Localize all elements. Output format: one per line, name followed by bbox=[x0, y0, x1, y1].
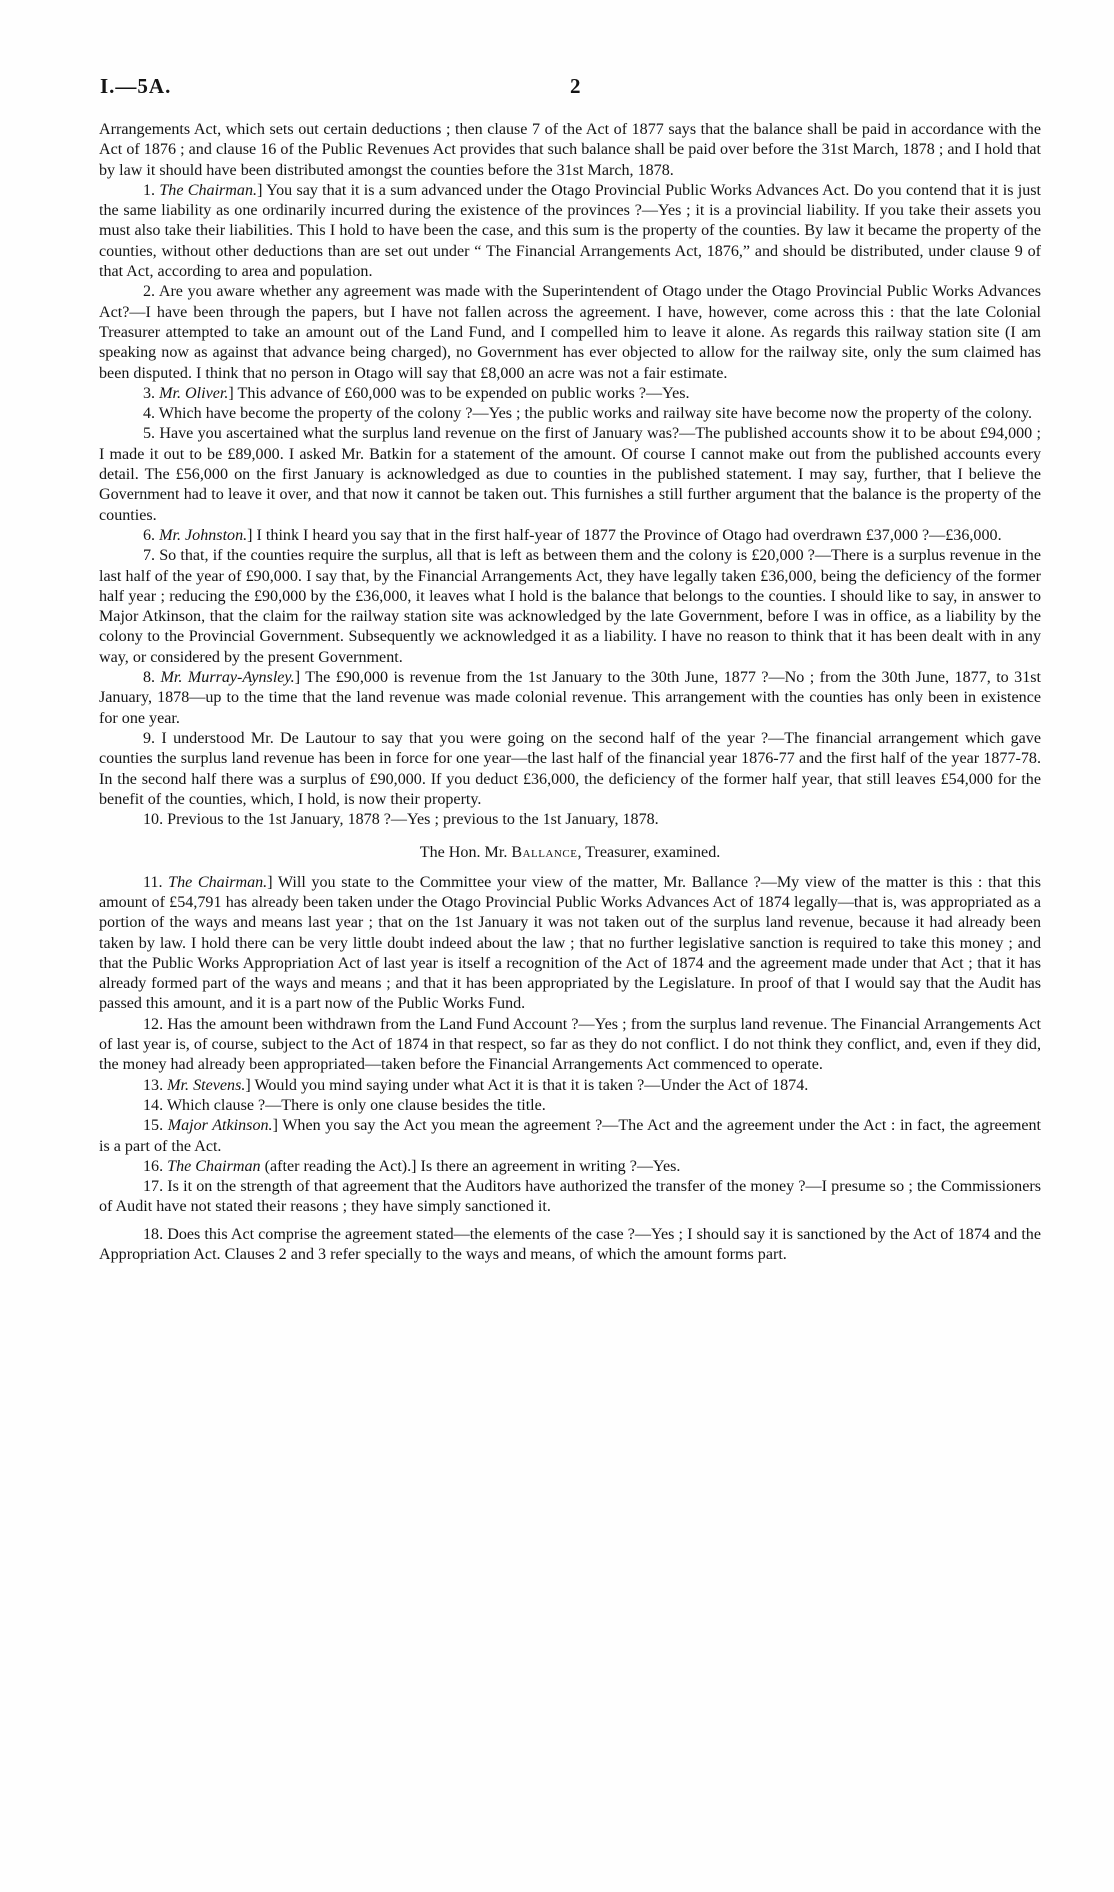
speaker-name: Major Atkinson. bbox=[167, 1117, 273, 1135]
section-heading bbox=[99, 843, 1041, 863]
question-6 bbox=[99, 526, 1041, 546]
paragraph-text: ] You say that it is a sum advanced under the Otago Provincial Public Works Advances Act. Do you contend that it is just the same liability as one ordinarily incurred during the existence of the provinces ?—Yes ; it is a provincial liability. If you take their assets you must also take their liabilities. This I hold to have been the case, and this sum is the property of the counties. By law it became the property of the counties, without other deductions than are set out under “ The Financial Arrangements Act, 1876,” and should be distributed, under clause 9 of that Act, according to area and population. bbox=[99, 181, 1042, 281]
paragraph-text: ] The £90,000 is revenue from the 1st January to the 30th June, 1877 ?—No ; from the 30th June, 1877, to 31st January, 1878—up to the time that the land revenue was made colonial revenue. This arrangement with the counties has only been in existence for one year. bbox=[99, 669, 1042, 727]
question-number: 6. bbox=[143, 526, 160, 544]
heading-text: The Hon. Mr. bbox=[419, 844, 512, 862]
question-2 bbox=[99, 282, 1041, 383]
question-number: 15. bbox=[143, 1117, 168, 1135]
question-15 bbox=[99, 1116, 1041, 1157]
paragraph-text: 12. Has the amount been withdrawn from the Land Fund Account ?—Yes ; from the surplus land revenue. The Financial Arrangements Act of last year is, of course, subject to the Act of 1874 in that respect, so far as they do not conflict. I do not think they conflict, and, even if they did, the money had already been appropriated—taken before the Financial Arrangements Act commenced to operate. bbox=[99, 1015, 1041, 1074]
heading-text: , Treasurer, examined. bbox=[577, 844, 721, 862]
question-13 bbox=[99, 1076, 1041, 1096]
speaker-name: The Chairman bbox=[167, 1157, 261, 1175]
paragraph-continuation bbox=[99, 120, 1041, 181]
speaker-name: Mr. Oliver. bbox=[159, 384, 229, 402]
paragraph-text: 10. Previous to the 1st January, 1878 ?—Yes ; previous to the 1st January, 1878. bbox=[143, 811, 659, 829]
paragraph-text: 2. Are you aware whether any agreement was made with the Superintendent of Otago under the Otago Provincial Public Works Advances Act?—I have been through the papers, but I have not fallen across the agreement. I have, however, come across this : that the late Colonial Treasurer attempted to take an amount out of the Land Fund, and I compelled him to leave it alone. As regards this railway station site (I am speaking now as against that advance being charged), no Government has ever objected to allow for the railway site, only the sum claimed has been disputed. I think that no person in Otago will say that £8,000 an acre was not a fair estimate. bbox=[99, 283, 1041, 382]
paragraph-text: Arrangements Act, which sets out certain deductions ; then clause 7 of the Act of 1877 says that the balance shall be paid in accordance with the Act of 1876 ; and clause 16 of the Public Revenues Act provides that such balance shall be paid over before the 31st March, 1878 ; and I hold that by law it should have been distributed amongst the counties before the 31st March, 1878. bbox=[99, 121, 1041, 179]
question-1 bbox=[99, 181, 1041, 282]
question-number: 16. bbox=[143, 1157, 168, 1175]
question-5 bbox=[99, 424, 1041, 525]
question-3 bbox=[99, 384, 1041, 404]
paragraph-text: 18. Does this Act comprise the agreement stated—the elements of the case ?—Yes ; I should say it is sanctioned by the Act of 1874 and the Appropriation Act. Clauses 2 and 3 refer specially to the ways and means, of which the amount forms part. bbox=[99, 1225, 1041, 1264]
page-number: 2 bbox=[570, 74, 581, 98]
question-8 bbox=[99, 668, 1041, 729]
question-14 bbox=[99, 1096, 1041, 1116]
paragraph-text: 4. Which have become the property of the colony ?—Yes ; the public works and railway site have become now the property of the colony. bbox=[143, 405, 1033, 423]
paragraph-text: ] Would you mind saying under what Act it is that it is taken ?—Under the Act of 1874. bbox=[245, 1076, 809, 1094]
page-header bbox=[100, 74, 1040, 104]
body-text bbox=[99, 120, 1041, 1265]
paragraph-text: 17. Is it on the strength of that agreement that the Auditors have authorized the transfer of the money ?—I presume so ; the Commissioners of Audit have not stated their reasons ; they have simply sanctioned it. bbox=[99, 1178, 1041, 1216]
paragraph-text: ] Will you state to the Committee your view of the matter, Mr. Ballance ?—My view of the matter is this : that this amount of £54,791 has already been taken under the Otago Provincial Public Works Advances Act of 1874 legally—that is, was appropriated as a portion of the ways and means last year ; that on the 1st January it was not taken out of the surplus land revenue, because it had already been taken by law. I hold there can be very little doubt indeed about the law ; that no further legislative sanction is required to take this money ; and that the Public Works Appropriation Act of last year is itself a recognition of the Act of 1874 and the agreement made under that Act ; that it has already formed part of the ways and means ; and that it has been appropriated by the Legislature. In proof of that I would say that the Audit has passed this amount, and it is a part now of the Public Works Fund. bbox=[99, 873, 1042, 1013]
question-4 bbox=[99, 404, 1041, 424]
question-number: 1. bbox=[143, 181, 160, 199]
question-18 bbox=[99, 1225, 1041, 1266]
paragraph-text: ] When you say the Act you mean the agreement ?—The Act and the agreement under the Act : in fact, the agreement is a part of the Act. bbox=[99, 1117, 1042, 1155]
question-number: 13. bbox=[143, 1076, 168, 1094]
question-number: 3. bbox=[143, 384, 160, 402]
question-number: 11. bbox=[143, 873, 169, 891]
speaker-name: The Chairman. bbox=[159, 181, 258, 199]
speaker-name: Mr. Stevens. bbox=[167, 1076, 246, 1094]
question-16 bbox=[99, 1157, 1041, 1177]
paragraph-text: 9. I understood Mr. De Lautour to say that you were going on the second half of the year ?—The financial arrangement which gave counties the surplus land revenue has been in force for one year—the last half of the financial year 1876-77 and the first half of the year 1877-78. In the second half there was a surplus of £90,000. If you deduct £36,000, the deficiency of the former half year, that still leaves £54,000 for the benefit of the counties, which, I hold, is now their property. bbox=[99, 729, 1041, 808]
paragraph-text: 14. Which clause ?—There is only one clause besides the title. bbox=[143, 1096, 546, 1114]
document-reference: I.—5A. bbox=[100, 74, 172, 98]
question-17 bbox=[99, 1177, 1041, 1218]
question-10 bbox=[99, 810, 1041, 830]
question-11 bbox=[99, 873, 1041, 1015]
paragraph-text: (after reading the Act).] Is there an agreement in writing ?—Yes. bbox=[260, 1157, 681, 1175]
speaker-name: Mr. Johnston. bbox=[159, 526, 248, 544]
speaker-name: The Chairman. bbox=[168, 873, 268, 891]
question-12 bbox=[99, 1015, 1041, 1076]
paragraph-text: ] This advance of £60,000 was to be expended on public works ?—Yes. bbox=[228, 384, 690, 402]
paragraph-text: ] I think I heard you say that in the first half-year of 1877 the Province of Otago had overdrawn £37,000 ?—£36,000. bbox=[247, 526, 1002, 544]
paragraph-text: 7. So that, if the counties require the surplus, all that is left as between them and the colony is £20,000 ?—There is a surplus revenue in the last half of the year of £90,000. I say that, by the Financial Arrangements Act, they have legally taken £36,000, being the deficiency of the former half year ; reducing the £90,000 by the £36,000, it leaves what I hold is the balance that belongs to the counties. I should like to say, in answer to Major Atkinson, that the claim for the railway station site was acknowledged by the late Government, before I was in office, as a liability by the colony to the Provincial Government. Subsequently we acknowledged it as a liability. I have no reason to think that it has been dealt with in any way, or considered by the present Government. bbox=[99, 547, 1041, 666]
speaker-name: Mr. Murray-Aynsley. bbox=[160, 669, 295, 687]
witness-name: Ballance bbox=[511, 844, 578, 862]
paragraph-text: 5. Have you ascertained what the surplus land revenue on the first of January was?—The published accounts show it to be about £94,000 ; I made it out to be £89,000. I asked Mr. Batkin for a statement of the amount. Of course I cannot make out from the published accounts every detail. The £56,000 on the first January is acknowledged as due to counties in the published statement. I may say, further, that I believe the Government had to leave it over, and that now it cannot be taken out. This furnishes a still further argument that the balance is the property of the counties. bbox=[99, 425, 1041, 524]
question-9 bbox=[99, 729, 1041, 810]
question-7 bbox=[99, 546, 1041, 668]
question-number: 8. bbox=[143, 669, 161, 687]
